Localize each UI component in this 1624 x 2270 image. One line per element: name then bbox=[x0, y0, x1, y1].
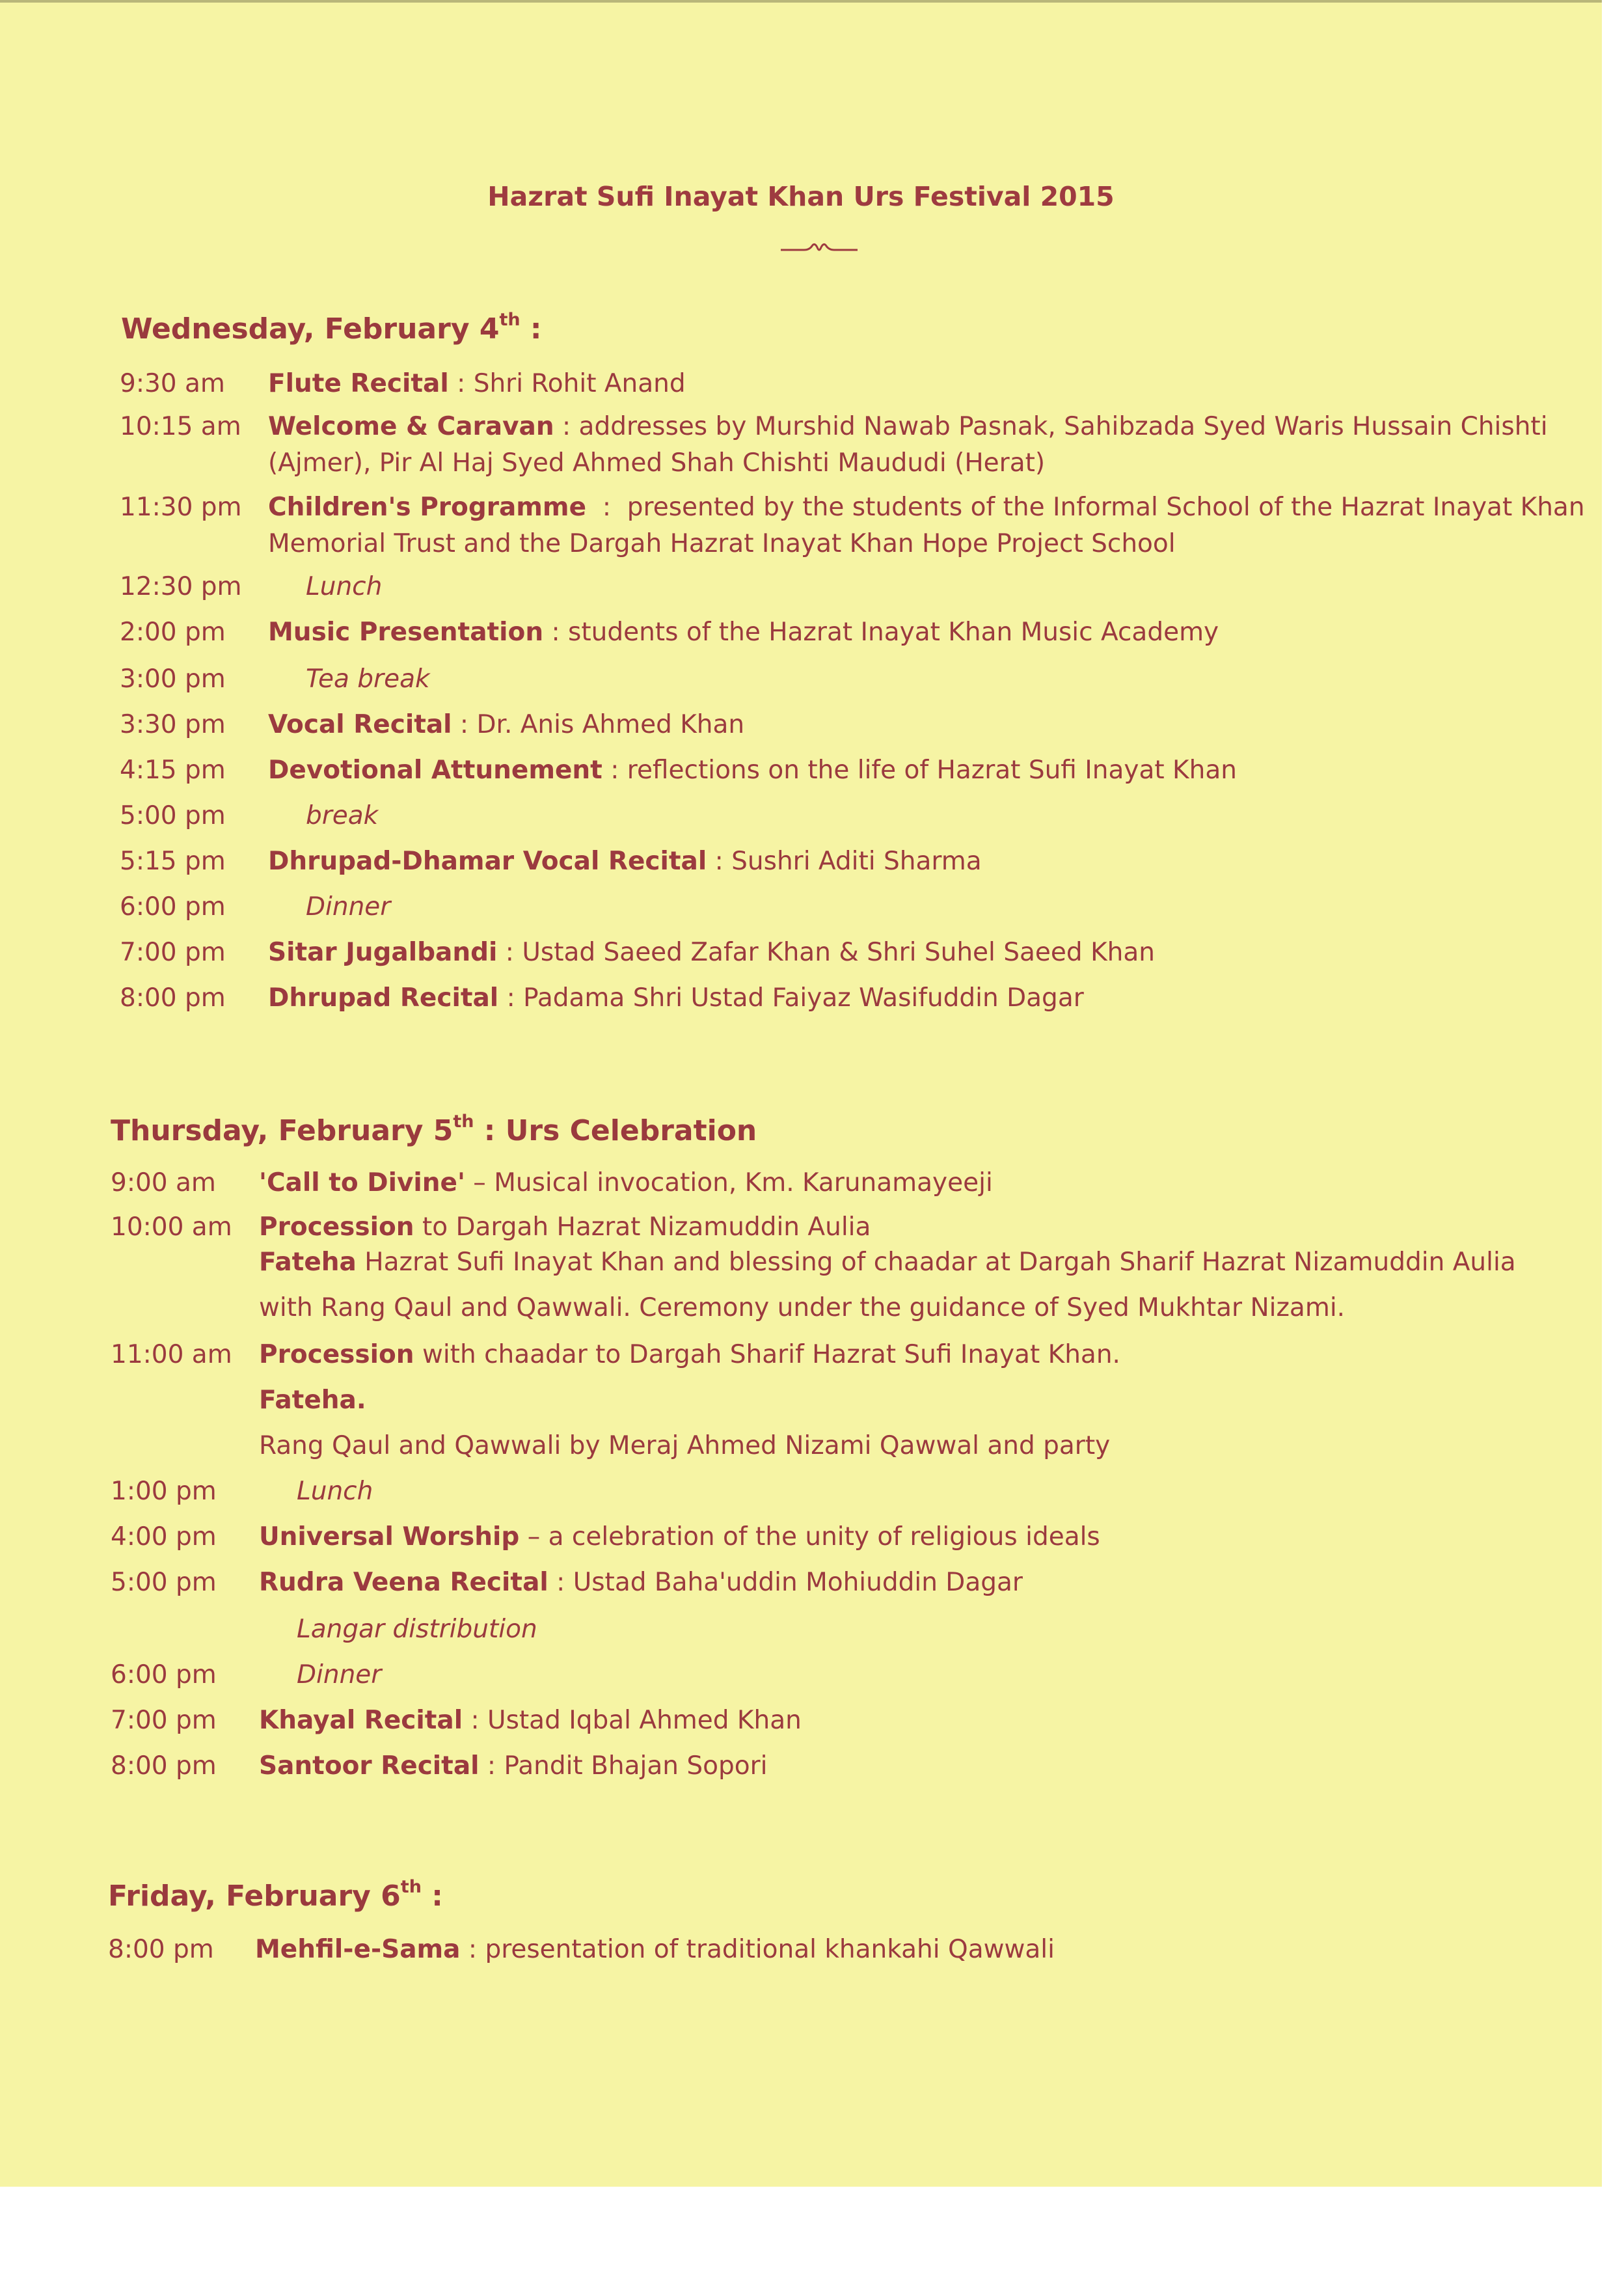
schedule-description bbox=[259, 1244, 1516, 1281]
schedule-row bbox=[111, 1428, 1562, 1464]
schedule-time: 2:00 pm bbox=[120, 618, 226, 647]
schedule-time: 9:00 am bbox=[111, 1168, 216, 1197]
schedule-time: 6:00 pm bbox=[120, 892, 226, 922]
event-details: Hazrat Sufi Inayat Khan and blessing of chaadar at Dargah Sharif Hazrat Nizamuddin Aulia bbox=[364, 1248, 1516, 1277]
schedule-row bbox=[120, 843, 1562, 880]
schedule-description bbox=[297, 1473, 373, 1510]
schedule-time: 5:15 pm bbox=[120, 847, 226, 876]
schedule-description bbox=[259, 1290, 1345, 1326]
separator: : bbox=[460, 1935, 485, 1964]
separator: – bbox=[465, 1168, 494, 1197]
separator: : bbox=[463, 1706, 488, 1735]
page-title: Hazrat Sufi Inayat Khan Urs Festival 2015 bbox=[487, 181, 1115, 212]
schedule-row bbox=[120, 752, 1562, 789]
schedule-time: 7:00 pm bbox=[120, 938, 226, 967]
schedule-time: 3:30 pm bbox=[120, 710, 226, 739]
event-title: Devotional Attunement bbox=[268, 756, 602, 785]
separator bbox=[414, 1212, 422, 1242]
schedule-row bbox=[111, 1337, 1562, 1373]
schedule-row bbox=[120, 707, 1562, 743]
schedule-break-label: Dinner bbox=[306, 892, 391, 922]
event-title: Dhrupad Recital bbox=[268, 983, 499, 1013]
event-title: Sitar Jugalbandi bbox=[268, 938, 498, 967]
schedule-time: 4:00 pm bbox=[111, 1522, 217, 1552]
schedule-row bbox=[120, 366, 1562, 402]
schedule-time: 8:00 pm bbox=[111, 1751, 217, 1781]
event-details: a celebration of the unity of religious ideals bbox=[548, 1522, 1100, 1552]
event-title: Rudra Veena Recital bbox=[259, 1568, 548, 1597]
schedule-description bbox=[259, 1702, 802, 1739]
schedule-description bbox=[259, 1519, 1100, 1555]
schedule-description bbox=[259, 1565, 1023, 1601]
event-title: Khayal Recital bbox=[259, 1706, 463, 1735]
event-details: with Rang Qaul and Qawwali. Ceremony under the guidance of Syed Mukhtar Nizami. bbox=[259, 1293, 1346, 1322]
schedule-time: 3:00 pm bbox=[120, 664, 226, 694]
event-title: Welcome & Caravan bbox=[268, 412, 554, 441]
schedule-time: 4:15 pm bbox=[120, 756, 226, 785]
schedule-row bbox=[111, 1702, 1562, 1739]
schedule-row bbox=[120, 935, 1562, 971]
separator: : bbox=[543, 618, 569, 647]
event-details: to Dargah Hazrat Nizamuddin Aulia bbox=[422, 1212, 871, 1242]
event-title: Fateha. bbox=[259, 1386, 366, 1415]
separator: : bbox=[452, 710, 477, 739]
schedule-row bbox=[111, 1165, 1562, 1201]
event-title: Procession bbox=[259, 1340, 414, 1369]
separator: : bbox=[554, 412, 579, 441]
schedule-row bbox=[120, 798, 1562, 834]
event-details: Sushri Aditi Sharma bbox=[731, 847, 982, 876]
schedule-description bbox=[268, 843, 982, 880]
separator bbox=[414, 1340, 422, 1369]
schedule-time: 10:15 am bbox=[120, 412, 241, 441]
schedule-description bbox=[297, 1611, 537, 1648]
schedule-row bbox=[111, 1519, 1562, 1555]
schedule-time: 10:00 am bbox=[111, 1212, 232, 1242]
schedule-row bbox=[111, 1657, 1562, 1693]
separator: : bbox=[602, 756, 627, 785]
schedule-time: 8:00 pm bbox=[120, 983, 226, 1013]
schedule-description bbox=[259, 1428, 1110, 1464]
schedule-description bbox=[259, 1337, 1120, 1373]
schedule-row bbox=[111, 1611, 1562, 1648]
event-details: Ustad Iqbal Ahmed Khan bbox=[487, 1706, 802, 1735]
schedule-description bbox=[268, 614, 1219, 651]
schedule-break-label: Dinner bbox=[297, 1660, 382, 1689]
schedule-row bbox=[120, 569, 1562, 605]
schedule-description bbox=[259, 1382, 366, 1419]
event-details: Ustad Saeed Zafar Khan & Shri Suhel Saeed Khan bbox=[522, 938, 1155, 967]
schedule-description bbox=[268, 489, 1585, 562]
separator bbox=[357, 1248, 364, 1277]
schedule-time: 9:30 am bbox=[120, 369, 225, 398]
schedule-time: 7:00 pm bbox=[111, 1706, 217, 1735]
event-details: with chaadar to Dargah Sharif Hazrat Sufi Inayat Khan. bbox=[422, 1340, 1120, 1369]
schedule-break-label: Lunch bbox=[297, 1477, 373, 1506]
schedule-description bbox=[268, 409, 1548, 482]
day-heading-thursday: Thursday, February 5th : Urs Celebration bbox=[111, 1112, 757, 1147]
event-title: Fateha bbox=[259, 1248, 357, 1277]
event-details-continued: (Ajmer), Pir Al Haj Syed Ahmed Shah Chishti Maududi (Herat) bbox=[268, 448, 1046, 478]
event-details: presented by the students of the Informal School of the Hazrat Inayat Khan bbox=[627, 493, 1585, 522]
event-title: Music Presentation bbox=[268, 618, 544, 647]
schedule-description bbox=[268, 752, 1237, 789]
schedule-break-label: break bbox=[306, 801, 379, 830]
schedule-description bbox=[268, 935, 1155, 971]
schedule-time: 6:00 pm bbox=[111, 1660, 217, 1689]
top-border bbox=[0, 0, 1602, 3]
event-details: Ustad Baha'uddin Mohiuddin Dagar bbox=[573, 1568, 1023, 1597]
event-title: 'Call to Divine' bbox=[259, 1168, 465, 1197]
event-details: Padama Shri Ustad Faiyaz Wasifuddin Dagar bbox=[523, 983, 1084, 1013]
schedule-row bbox=[120, 661, 1562, 698]
schedule-row bbox=[111, 1244, 1562, 1281]
schedule-time: 8:00 pm bbox=[108, 1935, 214, 1964]
schedule-description bbox=[268, 707, 744, 743]
separator: : bbox=[448, 369, 474, 398]
day-heading-friday: Friday, February 6th : bbox=[108, 1877, 443, 1913]
schedule-time: 11:00 am bbox=[111, 1340, 232, 1369]
separator: : bbox=[498, 983, 524, 1013]
event-details-continued: Memorial Trust and the Dargah Hazrat Inayat Khan Hope Project School bbox=[268, 529, 1176, 558]
schedule-description bbox=[268, 980, 1084, 1017]
event-title: Vocal Recital bbox=[268, 710, 452, 739]
event-details: reflections on the life of Hazrat Sufi Inayat Khan bbox=[627, 756, 1237, 785]
schedule-description bbox=[306, 798, 378, 834]
event-details: addresses by Murshid Nawab Pasnak, Sahibzada Syed Waris Hussain Chishti bbox=[578, 412, 1548, 441]
event-title: Mehfil-e-Sama bbox=[255, 1935, 461, 1964]
schedule-row bbox=[111, 1748, 1562, 1785]
day-heading-wednesday: Wednesday, February 4th : bbox=[121, 310, 542, 346]
schedule-row bbox=[108, 1932, 1562, 1968]
event-details: Dr. Anis Ahmed Khan bbox=[476, 710, 745, 739]
event-details: presentation of traditional khankahi Qawwali bbox=[485, 1935, 1055, 1964]
schedule-row bbox=[111, 1209, 1562, 1246]
schedule-break-label: Lunch bbox=[306, 572, 383, 601]
event-details: Musical invocation, Km. Karunamayeeji bbox=[494, 1168, 993, 1197]
schedule-row bbox=[111, 1473, 1562, 1510]
event-title: Children's Programme bbox=[268, 493, 587, 522]
schedule-row bbox=[120, 614, 1562, 651]
schedule-time: 1:00 pm bbox=[111, 1477, 217, 1506]
separator: : bbox=[707, 847, 732, 876]
event-title: Dhrupad-Dhamar Vocal Recital bbox=[268, 847, 707, 876]
schedule-row bbox=[120, 489, 1585, 562]
schedule-row bbox=[120, 409, 1562, 482]
schedule-description bbox=[297, 1657, 381, 1693]
event-title: Universal Worship bbox=[259, 1522, 520, 1552]
schedule-row bbox=[111, 1290, 1562, 1326]
separator: : bbox=[548, 1568, 573, 1597]
schedule-description bbox=[306, 569, 382, 605]
separator: – bbox=[519, 1522, 548, 1552]
schedule-description bbox=[306, 661, 430, 698]
event-title: Flute Recital bbox=[268, 369, 449, 398]
schedule-row bbox=[111, 1565, 1562, 1601]
schedule-time: 5:00 pm bbox=[111, 1568, 217, 1597]
event-title: Santoor Recital bbox=[259, 1751, 480, 1781]
separator: : bbox=[586, 493, 627, 522]
schedule-row bbox=[120, 980, 1562, 1017]
separator: : bbox=[497, 938, 522, 967]
schedule-description bbox=[259, 1748, 767, 1785]
separator: : bbox=[479, 1751, 504, 1781]
schedule-description bbox=[255, 1932, 1055, 1968]
schedule-break-label: Langar distribution bbox=[297, 1615, 537, 1644]
event-details: Shri Rohit Anand bbox=[473, 369, 686, 398]
schedule-description bbox=[259, 1165, 993, 1201]
schedule-time: 11:30 pm bbox=[120, 493, 242, 522]
schedule-row bbox=[120, 889, 1562, 925]
schedule-description bbox=[259, 1209, 871, 1246]
event-details: Rang Qaul and Qawwali by Meraj Ahmed Nizami Qawwal and party bbox=[259, 1431, 1111, 1460]
schedule-time: 12:30 pm bbox=[120, 572, 242, 601]
schedule-time: 5:00 pm bbox=[120, 801, 226, 830]
event-title: Procession bbox=[259, 1212, 414, 1242]
event-details: Pandit Bhajan Sopori bbox=[504, 1751, 768, 1781]
event-details: students of the Hazrat Inayat Khan Music Academy bbox=[568, 618, 1219, 647]
schedule-break-label: Tea break bbox=[306, 664, 430, 694]
schedule-row bbox=[111, 1382, 1562, 1419]
schedule-description bbox=[306, 889, 390, 925]
flourish-icon bbox=[778, 239, 860, 259]
schedule-description bbox=[268, 366, 686, 402]
